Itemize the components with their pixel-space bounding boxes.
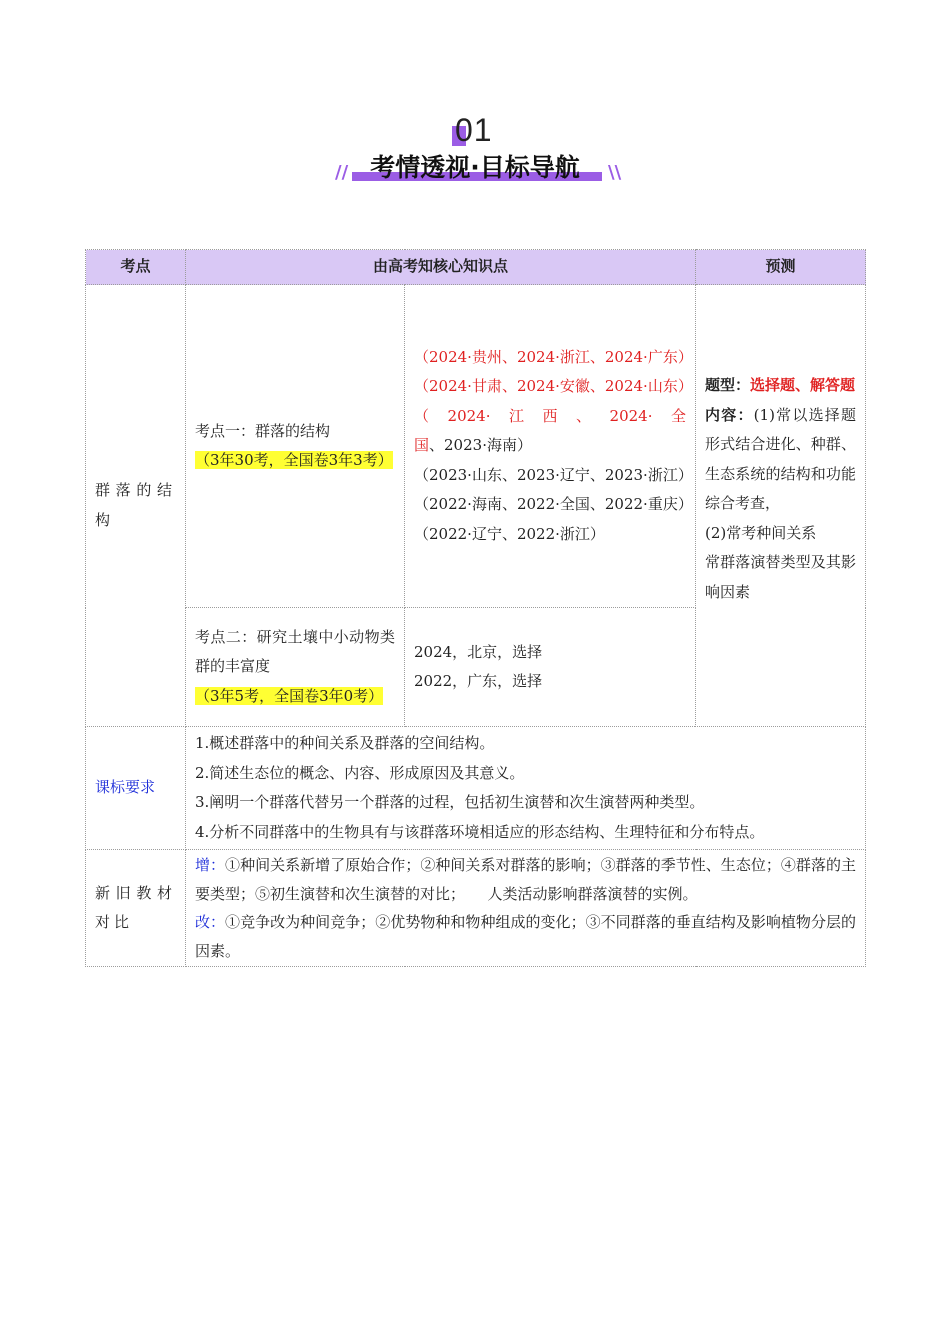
standard-item: 3.阐明一个群落代替另一个群落的过程，包括初生演替和次生演替两种类型。 [195,793,705,811]
point2-exam-line-2: 2022，广东，选择 [414,672,543,690]
exam-line-1: （2024·贵州、2024·浙江、2024·广东） [414,347,693,366]
row-label-standards: 课标要求 [86,727,186,850]
type-value: 选择题、解答题 [750,376,856,394]
point1-name: 考点一：群落的结构 [195,421,331,440]
point2-exams-cell [405,608,696,727]
section-number: 01 [455,112,493,148]
content-3: 常群落演替类型及其影响因素 [705,553,857,601]
section-title: 考情透视·目标导航 [370,153,580,182]
type-label: 题型： [705,376,751,394]
add-text: ①种间关系新增了原始合作；②种间关系对群落的影响；③群落的季节性、生态位；④群落的主要类型；⑤初生演替和次生演替的对比； 人类活动影响群落演替的实例。 [195,856,856,903]
point1-cell [186,285,405,608]
point2-exam-line-1: 2024，北京，选择 [414,642,543,661]
point2-stat: （3年5考，全国卷3年0考） [195,686,384,705]
content-label: 内容： [705,405,754,424]
table-row [86,850,866,967]
right-slash-decoration: \\ [608,162,622,183]
standard-item: 2.简述生态位的概念、内容、形成原因及其意义。 [195,763,525,782]
point2-name: 考点二：研究土壤中小动物类群的丰富度 [195,627,395,676]
table-row [86,727,866,850]
left-slash-decoration: // [335,162,349,183]
exam-line-5: （2022·海南、2022·全国、2022·重庆） [414,495,693,514]
section-header [0,110,950,190]
content-2: (2)常考种间关系 [705,523,817,542]
standard-item: 4.分析不同群落中的生物具有与该群落环境相适应的形态结构、生理特征和分布特点。 [195,822,765,841]
change-text: ①竞争改为种间竞争；②优势物种和物种组成的变化；③不同群落的垂直结构及影响植物分层的因素。 [195,913,856,960]
change-label: 改： [195,913,226,931]
prediction-cell [696,285,866,727]
textbook-compare-cell [186,850,866,967]
standards-cell [186,727,866,850]
exam-line-3-rest: 、2023·海南） [429,436,532,455]
header-kaodian: 考点 [86,250,186,285]
table-row [86,285,866,608]
header-prediction: 预测 [696,250,866,285]
point1-exams-cell [405,285,696,608]
content-1: (1)常以选择题形式结合进化、种群、生态系统的结构和功能综合考查， [705,405,857,512]
header-knowledge: 由高考知核心知识点 [186,250,696,285]
exam-analysis-table [85,249,866,967]
point2-cell [186,608,405,727]
exam-line-4: （2023·山东、2023·辽宁、2023·浙江） [414,465,693,484]
exam-line-3-red: （2024·江西、2024·全国 [414,406,687,455]
exam-line-6: （2022·辽宁、2022·浙江） [414,524,605,543]
point1-stat: （3年30考，全国卷3年3考） [195,451,393,469]
table-header-row [86,250,866,285]
row-label-structure: 群落的结构 [86,285,186,727]
exam-line-2: （2024·甘肃、2024·安徽、2024·山东） [414,377,693,396]
standard-item: 1.概述群落中的种间关系及群落的空间结构。 [195,734,495,752]
row-label-textbook: 新旧教材对比 [86,850,186,967]
add-label: 增： [195,856,226,874]
